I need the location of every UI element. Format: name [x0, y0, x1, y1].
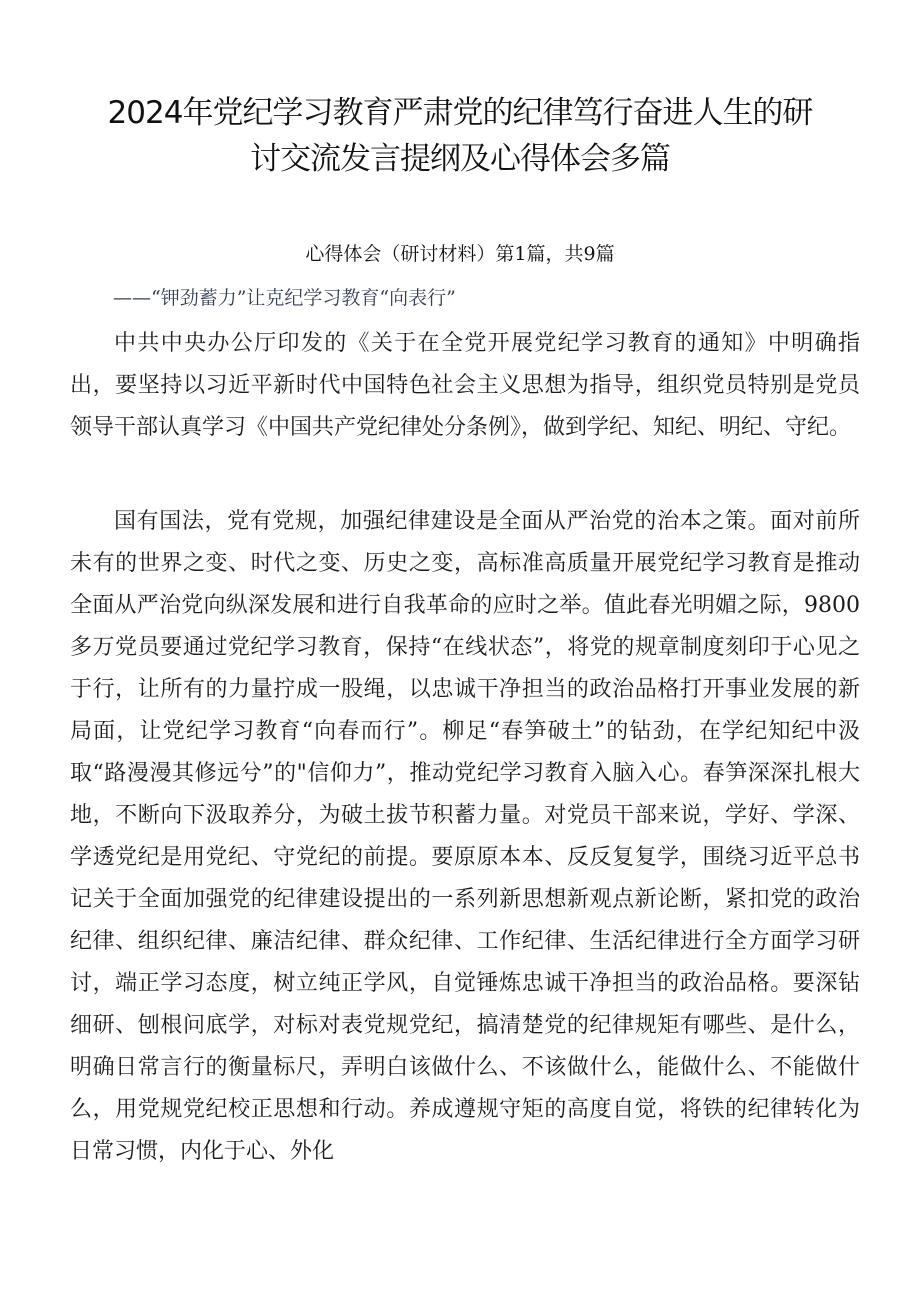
body-paragraph-2: 国有国法，党有党规，加强纪律建设是全面从严治党的治本之策。面对前所未有的世界之变、时代之变、历史之变，高标准高质量开展党纪学习教育是推动全面从严治党向纵深发展和进行自我革命的应时之举。值此春光明媚之际，9800多万党员要通过党纪学习教育，保持“在线状态”，将党的规章制度刻印于心见之于行，让所有的力量拧成一股绳，以忠诚干净担当的政治品格打开事业发展的新局面，让党纪学习教育“向春而行”。柳足“春笋破土”的钻劲，在学纪知纪中汲取“路漫漫其修远兮”的"信仰力”，推动党纪学习教育入脑入心。春笋深深扎根大地，不断向下汲取养分，为破土拔节积蓄力量。对党员干部来说，学好、学深、学透党纪是用党纪、守党纪的前提。要原原本本、反反复复学，围绕习近平总书记关于全面加强党的纪律建设提出的一系列新思想新观点新论断，紧扣党的政治纪律、组织纪律、廉洁纪律、群众纪律、工作纪律、生活纪律进行全方面学习研讨，端正学习态度，树立纯正学风，自觉锤炼忠诚干净担当的政治品格。要深钻细研、刨根问底学，对标对表党规党纪，搞清楚党的纪律规矩有哪些、是什么，明确日常言行的衡量标尺，弄明白该做什么、不该做什么，能做什么、不能做什么，用党规党纪校正思想和行动。养成遵规守矩的高度自觉，将铁的纪律转化为日常习惯，内化于心、外化: [70, 509, 860, 1164]
title-line-1: 2024年党纪学习教育严肃党的纪律笃行奋进人生的研: [107, 95, 813, 131]
body-paragraph-1: 中共中央办公厅印发的《关于在全党开展党纪学习教育的通知》中明确指出，要坚持以习近平新时代中国特色社会主义思想为指导，组织党员特别是党员领导干部认真学习《中国共产党纪律处分条例》，做到学纪、知纪、明纪、守纪。: [70, 331, 860, 440]
section-heading: ——“钾劲蓄力”让克纪学习教育“向表行”: [113, 287, 456, 309]
document-title: [80, 90, 840, 182]
section-subtitle: 心得体会（研讨材料）第1篇，共9篇: [305, 243, 615, 265]
title-line-2: 讨交流发言提纲及心得体会多篇: [250, 141, 670, 177]
